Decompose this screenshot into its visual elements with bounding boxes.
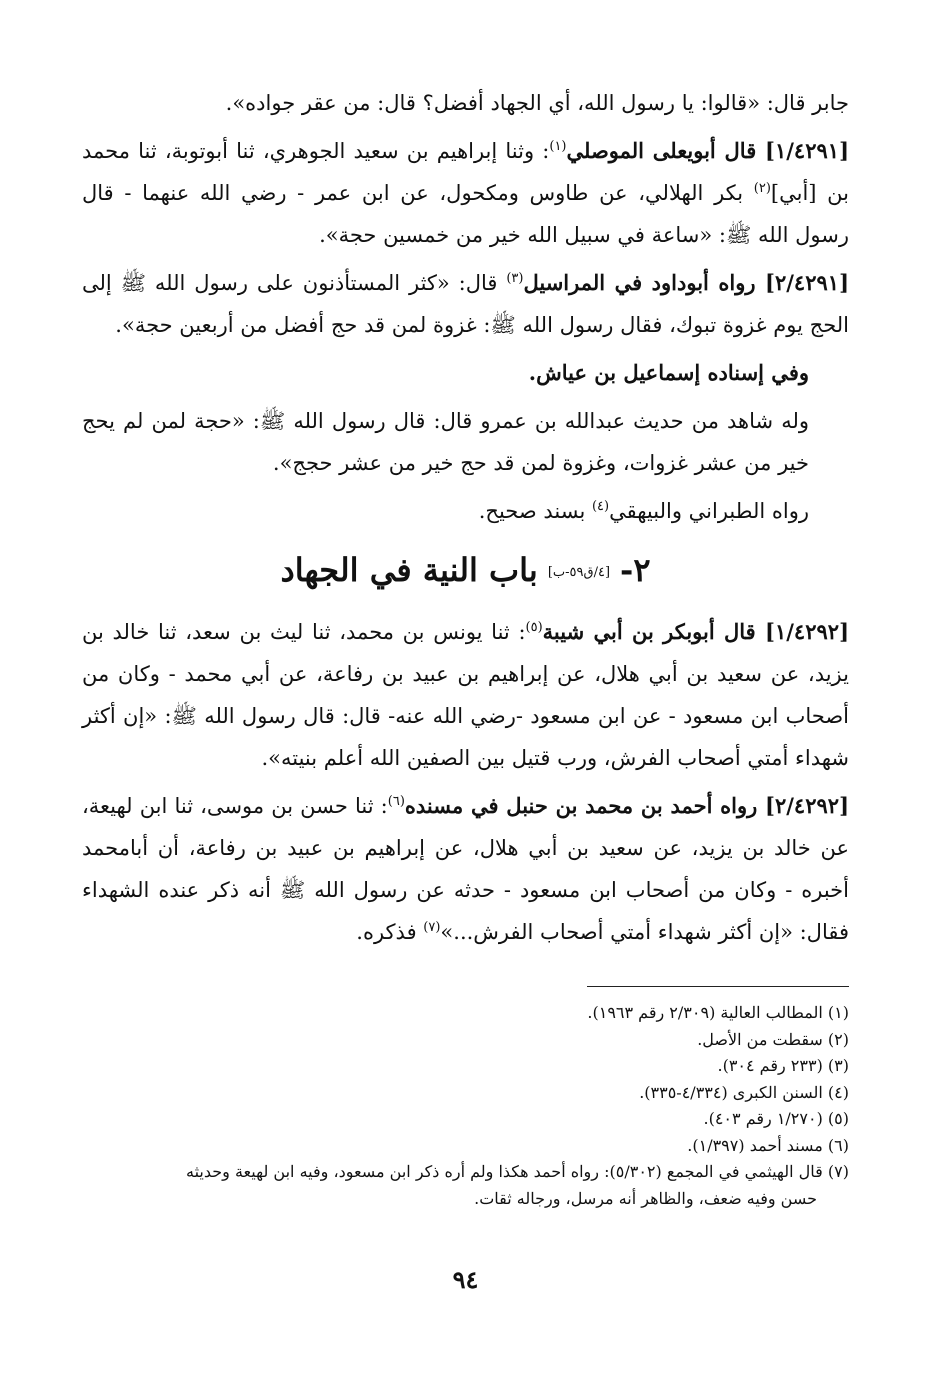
footnote-marker[interactable]: (١): [549, 139, 567, 154]
footnote-marker[interactable]: (٢): [753, 181, 771, 196]
hadith-text: : وثنا إبراهيم بن سعيد الجوهري، ثنا أبوتوبة، ثنا محمد بن [أبي]: [82, 139, 849, 205]
paragraph-jabir: جابر قال: «قالوا: يا رسول الله، أي الجهاد أفضل؟ قال: من عقر جواده».: [225, 91, 849, 115]
page-number: ٩٤: [452, 1265, 479, 1294]
footnotes: [82, 1000, 849, 1212]
footnote-marker[interactable]: (٧): [423, 919, 441, 935]
chapter-heading: [82, 542, 849, 601]
narration-source: [82, 490, 849, 532]
hadith-4291-2: [82, 262, 849, 346]
footnote-item: (٣) (٢٣٣ رقم ٣٠٤).: [717, 1056, 849, 1075]
hadith-text: : ثنا حسن بن موسى، ثنا ابن لهيعة، عن خالد بن يزيد، عن سعيد بن أبي هلال، عن إبراهيم بن عبيد بن رفاعة، أن أبامحمد أخبره - وكان من أصحاب ابن مسعود - حدثه عن رسول الله ﷺ أنه ذكر عنده الشهداء فقال: «إن أكثر شهداء أمتي أصحاب الفرش...»: [82, 793, 849, 944]
footnote-marker[interactable]: (٥): [525, 619, 543, 635]
source-text: بسند صحيح.: [478, 499, 592, 523]
footnote-item: (٥) (١/٢٧٠ رقم ٤٠٣).: [703, 1109, 849, 1128]
footnote-item: (١) المطالب العالية (٢/٣٠٩ رقم ١٩٦٣).: [587, 1003, 849, 1022]
isnad-note: وفي إسناده إسماعيل بن عياش.: [528, 360, 809, 385]
footnote-marker[interactable]: (٣): [506, 271, 524, 286]
hadith-text: بكر الهلالي، عن طاوس ومكحول، عن ابن عمر - رضي الله عنهما - قال رسول الله ﷺ: «ساعة في سبيل الله خير من خمسين حجة».: [82, 181, 849, 247]
hadith-text: فذكره.: [356, 919, 424, 944]
hadith-4292-2: [82, 785, 849, 953]
hadith-text: : ثنا يونس بن محمد، ثنا ليث بن سعد، ثنا خالد بن يزيد، عن سعيد بن أبي هلال، عن إبراهيم بن عبيد بن رفاعة، عن أبي محمد - وكان من أصحاب ابن مسعود - عن ابن مسعود -رضي الله عنه- قال: قال رسول الله ﷺ: «إن أكثر شهداء أمتي أصحاب الفرش، ورب قتيل بين الصفين الله أعلم بنيته».: [82, 619, 849, 770]
hadith-reference: [٢/٤٢٩١] رواه أبوداود في المراسيل: [523, 270, 849, 295]
hadith-reference: [١/٤٢٩٢] قال أبوبكر بن أبي شيبة: [542, 618, 849, 644]
chapter-number: ٢-: [620, 551, 651, 589]
source-text: رواه الطبراني والبيهقي: [609, 499, 809, 523]
hadith-reference: [٢/٤٢٩٢] رواه أحمد بن محمد بن حنبل في مسنده: [404, 792, 849, 818]
footnote-continuation: حسن وفيه ضعف، والظاهر أنه مرسل، ورجاله ثقات.: [474, 1188, 817, 1208]
footnote-item: (٧) قال الهيثمي في المجمع (٥/٣٠٢): رواه أحمد هكذا ولم أره ذكر ابن مسعود، وفيه ابن لهيعة وحديثه: [186, 1162, 849, 1181]
hadith-reference: [١/٤٢٩١] قال أبويعلى الموصلي: [566, 138, 849, 163]
footnote-marker[interactable]: (٦): [387, 793, 405, 809]
manuscript-ref: [٤/ق٥٩-ب]: [547, 564, 611, 580]
hadith-4292-1: [82, 611, 849, 779]
footnote-separator: [587, 986, 849, 987]
footnote-item: (٢) سقطت من الأصل.: [697, 1029, 849, 1049]
hadith-4291-1: [82, 130, 849, 256]
hadith-text: قال: «كثر المستأذنون على رسول الله ﷺ إلى الحج يوم غزوة تبوك، فقال رسول الله ﷺ: غزوة لمن قد حج أفضل من أربعين حجة».: [82, 271, 849, 337]
footnote-item: (٤) السنن الكبرى (٤/٣٣٤-٣٣٥).: [639, 1082, 849, 1102]
chapter-title: باب النية في الجهاد: [280, 551, 538, 589]
footnote-marker[interactable]: (٤): [591, 499, 610, 514]
footnote-item: (٦) مسند أحمد (١/٣٩٧).: [687, 1135, 849, 1155]
shahid-paragraph: وله شاهد من حديث عبدالله بن عمرو قال: قال رسول الله ﷺ: «حجة لمن لم يحج خير من عشر غزوات، وغزوة لمن قد حج خير من عشر حجج».: [82, 409, 809, 475]
